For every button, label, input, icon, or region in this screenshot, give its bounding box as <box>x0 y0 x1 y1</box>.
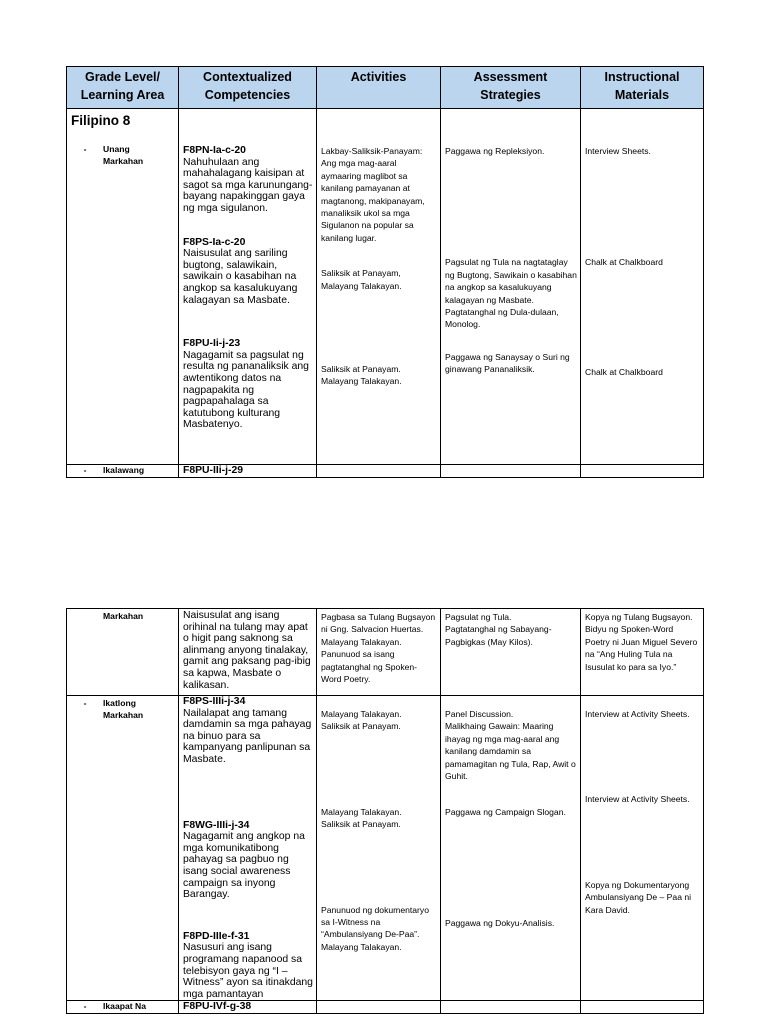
competency-code: F8PU-IVf-g-38 <box>183 1001 252 1013</box>
curriculum-table-2 <box>66 608 704 1014</box>
materials-text: Kopya ng Tulang Bugsayon. Bidyu ng Spoken-Word Poetry ni Juan Miguel Severo na “Ang Huling Tula na Isusulat ko para sa Iyo.” <box>585 612 698 672</box>
activities-text: Lakbay-Saliksik-Panayam: Ang mga mag-aaral aymaaring maglibot sa kanilang pamayanan at magtanong, makipanayam, manaliksik ukol sa mga Sigulanon na popular sa kanilang lugar. <box>321 146 425 243</box>
assessment-text: Pagsulat ng Tula na nagtataglay ng Bugtong, Sawikain o kasabihan na angkop sa kasalukuyang kalagayan ng Masbate. Pagtatanghal ng Dula-dulaan, Monolog. <box>445 257 577 330</box>
competency-code: F8WG-IIIi-j-34 <box>183 819 250 831</box>
competency-text: Naisusulat ang sariling bugtong, salawikain, sawikain o kasabihan na angkop sa kasalukuyang kalagayan sa Masbate. <box>183 248 298 306</box>
activities-text: Pagbasa sa Tulang Bugsayon ni Gng. Salvacion Huertas. Malayang Talakayan. Panunuod sa isang pagtatanghal ng Spoken-Word Poetry. <box>321 612 436 685</box>
assessment-text: Pagsulat ng Tula. Pagtatanghal ng Sabayang-Pagbigkas (May Kilos). <box>445 612 552 647</box>
quarter-label: - Ikalawang <box>83 465 145 475</box>
quarter-label: - Unang Markahan <box>83 144 144 166</box>
assessment-text: Panel Discussion. Malikhaing Gawain: Maaring ihayag ng mga mag-aaral ang kanilang damdamin sa pamamagitan ng Tula, Rap, Awit o Guhit. <box>445 709 576 782</box>
competency-text: Nasusuri ang isang programang napanood sa telebisyon gaya ng “I – Witness” ayon sa itinakdang mga pamantayan <box>183 942 313 1000</box>
competency-text: Nailalapat ang tamang damdamin sa mga pahayag na binuo para sa kampanyang panlipunan sa Masbate. <box>183 707 312 765</box>
quarter-label: - Ikatlong Markahan <box>83 698 144 720</box>
header-row <box>67 67 704 109</box>
materials-text: Chalk at Chalkboard <box>585 257 663 268</box>
activities-text: Malayang Talakayan. Saliksik at Panayam. <box>321 709 402 732</box>
materials-text: Interview at Activity Sheets. <box>585 709 690 719</box>
table-row <box>67 109 704 465</box>
competency-code: F8PU-IIi-j-29 <box>183 465 244 476</box>
header-competencies: Contextualized Competencies <box>179 67 317 109</box>
competency-code: F8PS-Ia-c-20 <box>183 236 246 248</box>
header-materials: Instructional Materials <box>581 67 704 109</box>
competency-block <box>179 696 316 766</box>
curriculum-table-1 <box>66 66 704 478</box>
header-grade-level: Grade Level/ Learning Area <box>67 67 179 109</box>
competency-text: Nagagamit ang angkop na mga komunikatibong pahayag sa pagbuo ng isang social awareness campaign sa inyong Barangay. <box>183 831 305 901</box>
assessment-text: Paggawa ng Campaign Slogan. <box>445 807 566 818</box>
table-row <box>67 1001 704 1014</box>
competency-block <box>179 338 316 431</box>
competency-text: Naisusulat ang isang orihinal na tulang may apat o higit pang saknong sa alinmang anyong tinalakay, gamit ang paksang pag-ibig sa kapwa, Masbate o kalikasan. <box>183 610 311 691</box>
assessment-text: Paggawa ng Dokyu-Analisis. <box>445 917 555 928</box>
table-row <box>67 609 704 696</box>
competency-block <box>179 820 316 901</box>
competency-block <box>179 145 316 215</box>
competency-code: F8PU-Ii-j-23 <box>183 338 241 350</box>
activities-text: Panunuod ng dokumentaryo sa I-Witness na “Ambulansiyang De-Paa”. Malayang Talakayan. <box>321 904 429 952</box>
header-activities: Activities <box>317 67 441 109</box>
quarter-label: - Ikaapat Na <box>83 1001 146 1012</box>
activities-text: Saliksik at Panayam, Malayang Talakayan. <box>321 268 402 291</box>
assessment-text: Paggawa ng Sanaysay o Suri ng ginawang Pananaliksik. <box>445 351 570 375</box>
competency-text: Nahuhulaan ang mahahalagang kaisipan at sagot sa mga karunungang-bayang napakinggan gaya ng mga sigulanon. <box>183 156 313 214</box>
activities-text: Malayang Talakayan. Saliksik at Panayam. <box>321 806 402 830</box>
materials-text: Interview Sheets. <box>585 146 651 156</box>
activities-text: Saliksik at Panayam. Malayang Talakayan. <box>321 364 402 387</box>
materials-text: Kopya ng Dokumentaryong Ambulansiyang De – Paa ni Kara David. <box>585 879 692 915</box>
materials-text: Chalk at Chalkboard <box>585 366 663 377</box>
assessment-text: Paggawa ng Repleksiyon. <box>445 146 545 156</box>
competency-code: F8PD-IIIe-f-31 <box>183 930 250 942</box>
competency-block <box>179 237 316 307</box>
competency-code: F8PN-Ia-c-20 <box>183 145 246 156</box>
competency-block <box>179 931 316 1001</box>
materials-text: Interview at Activity Sheets. <box>585 794 690 805</box>
quarter-label: Markahan <box>103 611 144 621</box>
header-assessment: Assessment Strategies <box>441 67 581 109</box>
table-row <box>67 696 704 1001</box>
table-row <box>67 465 704 478</box>
competency-code: F8PS-IIIi-j-34 <box>183 696 246 707</box>
subject-title: Filipino 8 <box>71 113 131 128</box>
competency-text: Nagagamit sa pagsulat ng resulta ng pananaliksik ang awtentikong datos na nagpapakita ng pagpapahalaga sa katutubong kulturang Masbatenyo. <box>183 349 309 431</box>
